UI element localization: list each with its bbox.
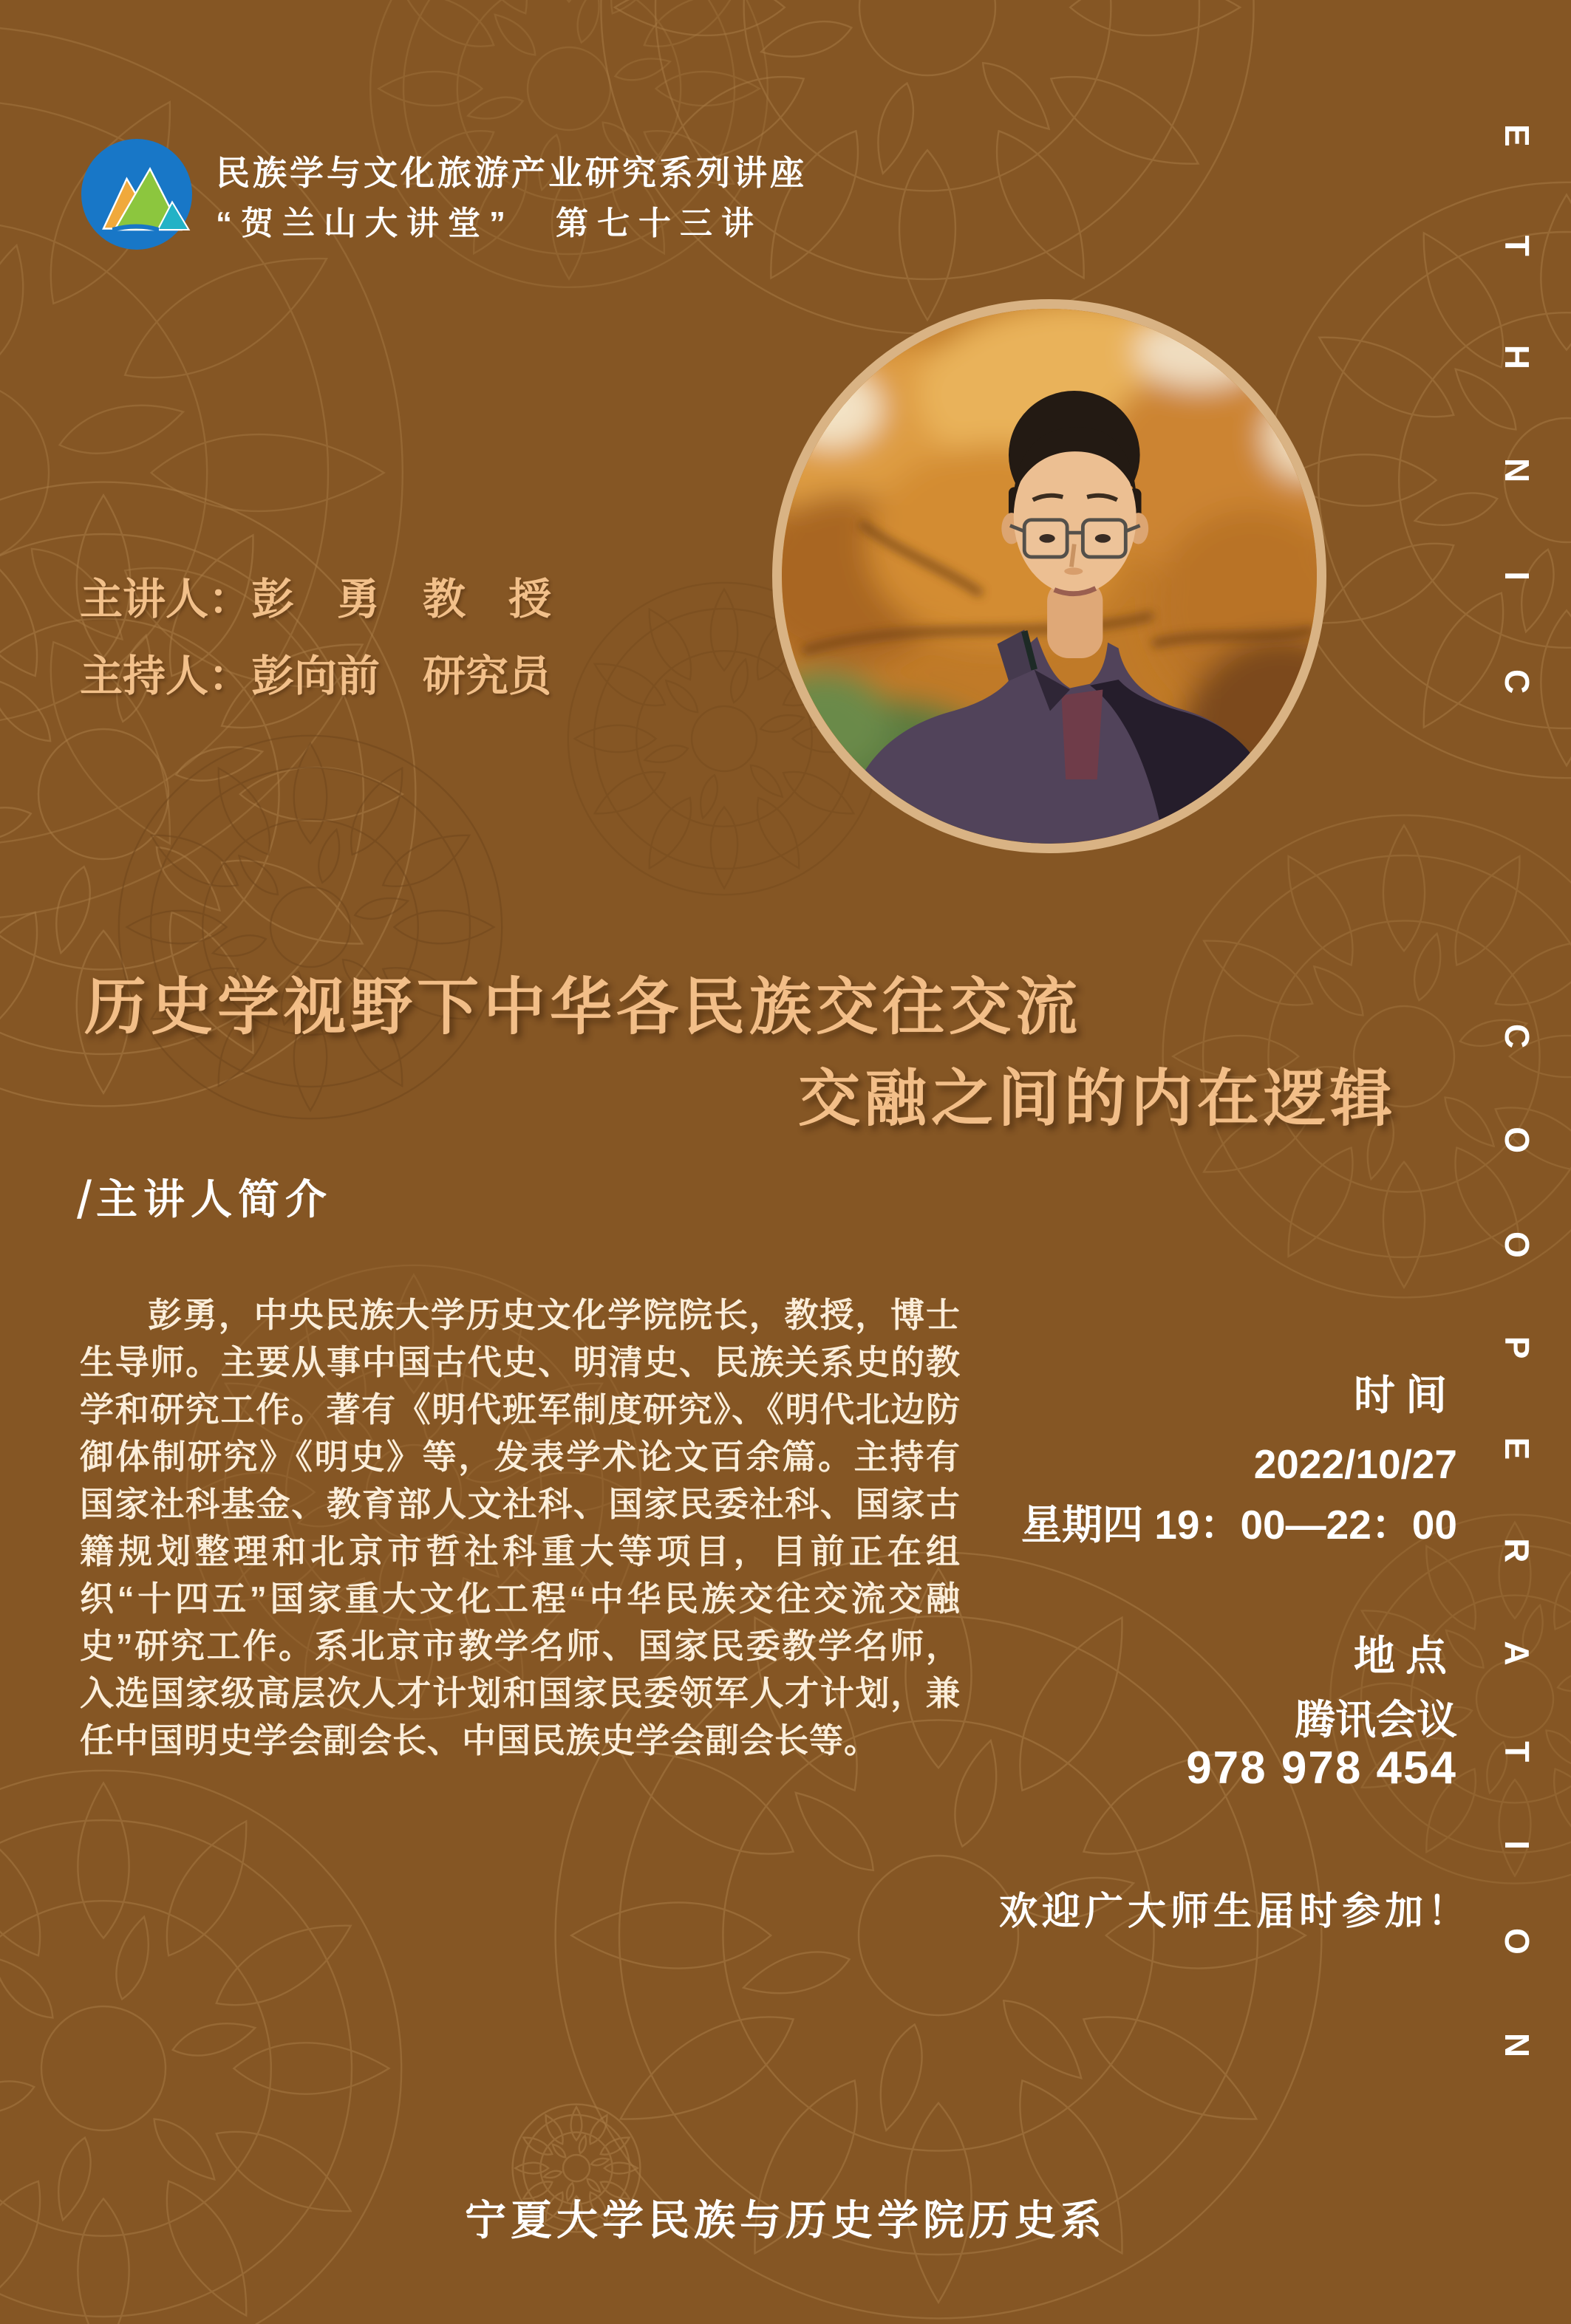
slash-decoration: / xyxy=(77,1171,92,1230)
bio-section-heading xyxy=(77,1166,333,1230)
side-vertical-word-cooperation: COOPERATION xyxy=(1498,1024,1536,2136)
organizer-name: 宁夏大学民族与历史学院历史系 xyxy=(465,2196,1106,2245)
speaker-bio-paragraph: 彭勇，中央民族大学历史文化学院院长，教授，博士生导师。主要从事中国古代史、明清史、民族关系史的教学和研究工作。著有《明代班军制度研究》、《明代北边防御体制研究》《明史》等，发表学术论文百余篇。主持有国家社科基金、教育部人文社科、国家民委社科、国家古籍规划整理和北京市哲社科重大等项目，目前正在组织“十四五”国家重大文化工程“中华民族交往交流交融史”研究工作。系北京市教学名师、国家民委教学名师，入选国家级高层次人才计划和国家民委领军人才计划，兼任中国明史学会副会长、中国民族史学会副会长等。 xyxy=(80,1296,961,1760)
lecture-title-line2: 交融之间的内在逻辑 xyxy=(797,1062,1397,1135)
speaker-line: 主讲人：彭 勇 教 授 xyxy=(80,574,552,624)
lecture-time-range: 星期四 19：00—22：00 xyxy=(1021,1502,1457,1548)
session-subtitle: “贺兰山大讲堂” 第七十三讲 xyxy=(216,205,763,242)
side-vertical-word-ethnic: ETHNIC xyxy=(1498,124,1536,783)
lecture-date: 2022/10/27 xyxy=(1253,1441,1457,1487)
place-heading: 地点 xyxy=(1354,1632,1457,1681)
lecture-title-line1: 历史学视野下中华各民族交往交流 xyxy=(84,970,1083,1043)
welcome-message: 欢迎广大师生届时参加！ xyxy=(998,1890,1471,1933)
series-title: 民族学与文化旅游产业研究系列讲座 xyxy=(216,154,807,192)
bio-heading-label: 主讲人简介 xyxy=(96,1176,333,1223)
time-heading: 时间 xyxy=(1354,1371,1457,1420)
meeting-id: 978 978 454 xyxy=(1186,1743,1457,1794)
mountain-logo-icon xyxy=(81,139,192,250)
speaker-photo xyxy=(772,299,1326,853)
host-line: 主持人：彭向前 研究员 xyxy=(80,651,552,701)
meeting-platform: 腾讯会议 xyxy=(1294,1697,1457,1743)
